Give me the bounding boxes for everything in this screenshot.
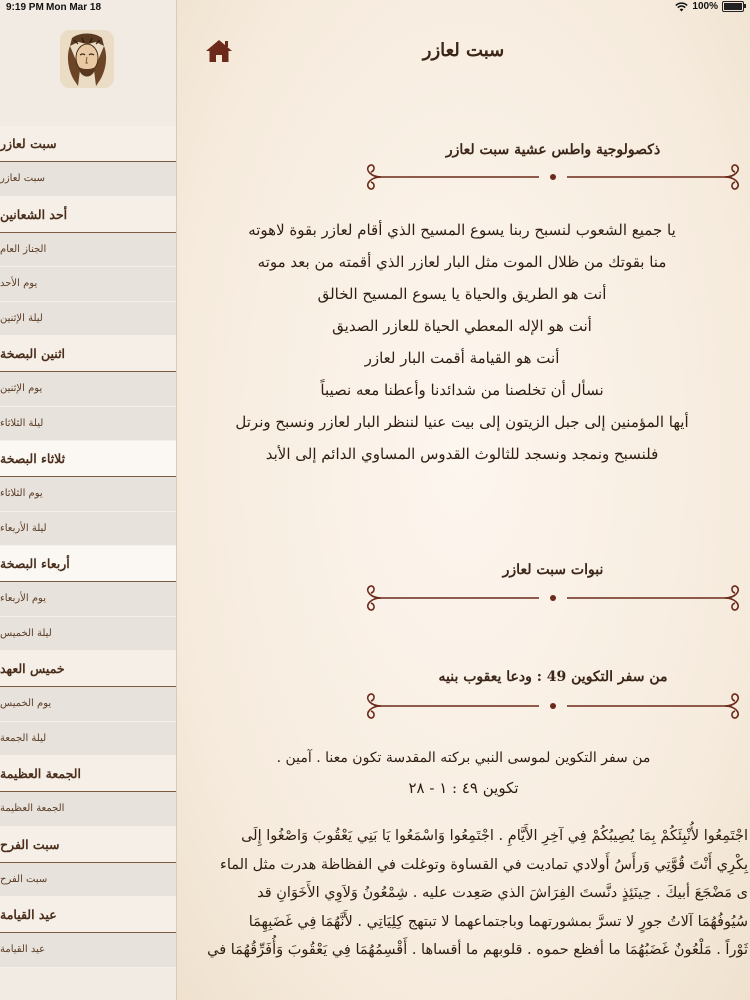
reading-title: من سفر التكوين 49 : ودعا يعقوب بنيه xyxy=(438,669,668,685)
verse-line: ى مَضْجَعَ أبيكَ . حِينَئِذٍ دنَّستَ الفِرَاشَ الذي صَعِدت عليه . شِمْعُونُ وَلاَوِي الأَخَوَانِ قد xyxy=(257,885,748,901)
sidebar-section-palm-sunday[interactable]: أحد الشعانين xyxy=(0,197,176,233)
status-date: Mon Mar 18 xyxy=(46,2,102,13)
verse-line: بِكْرِي أَنْتَ قُوَّتِي وَرأَسُ أَولادي تماديت في القساوة وتوغلت في الفظاظة هدرت مثل الماء xyxy=(220,856,748,873)
sidebar-item-tuesday-day[interactable]: يوم الثلاثاء xyxy=(0,477,176,512)
doxology-line: يا جميع الشعوب لنسبح ربنا يسوع المسيح الذي أقام لعازر بقوة لاهوته xyxy=(248,221,676,239)
sidebar-item-tuesday-eve[interactable]: ليلة الثلاثاء xyxy=(0,407,176,442)
sidebar-item-sunday-day[interactable]: يوم الأحد xyxy=(0,267,176,302)
status-time: 9:19 PM xyxy=(6,2,44,13)
sidebar-item-monday-eve[interactable]: ليلة الإثنين xyxy=(0,302,176,337)
doxology-title: ذكصولوجية واطس عشية سبت لعازر xyxy=(445,142,661,158)
sidebar-section-pascha-tuesday[interactable]: ثلاثاء البصخة xyxy=(0,441,176,477)
sidebar-section-pascha-monday[interactable]: اثنين البصخة xyxy=(0,336,176,372)
wifi-icon xyxy=(675,2,688,12)
verse-line: سُيُوفُهُمَا آلاتُ جورٍ لا تسرَّ بمشورتهما وباجتماعهما لا تبتهج كِلِيَاتِي . لأَنَّهُمَا فِي غَضَبِهِمَا xyxy=(248,913,748,930)
reading-text xyxy=(177,822,748,965)
sidebar-item-lazarus-saturday[interactable]: سبت لعازر xyxy=(0,162,176,197)
ornament-divider xyxy=(357,691,749,721)
sidebar-item-wednesday-eve[interactable]: ليلة الأربعاء xyxy=(0,512,176,547)
sidebar-section-pascha-wednesday[interactable]: أربعاء البصخة xyxy=(0,546,176,582)
verse-line: ثَوْراً . مَلْعُونٌ غَضَبُهُمَا ما أفظع حموه . قلوبهم ما أقساها . أَقْسِمُهُمَا فِي يَعْقُوبَ وَأُفَرِّقُهُمَا في xyxy=(207,942,748,958)
doxology-line: أنت هو الإله المعطي الحياة للعازر الصديق xyxy=(332,317,592,335)
reading-reference: تكوين ٤٩ : ١ - ٢٨ xyxy=(408,779,519,797)
sidebar-menu xyxy=(0,126,176,968)
battery-icon xyxy=(722,1,744,12)
sidebar-section-joyous-saturday[interactable]: سبت الفرح xyxy=(0,827,176,863)
doxology-line: أنت هو الطريق والحياة يا يسوع المسيح الخالق xyxy=(317,285,607,303)
sidebar-item-good-friday[interactable]: الجمعة العظيمة xyxy=(0,792,176,827)
sidebar-section-covenant-thursday[interactable]: خميس العهد xyxy=(0,651,176,687)
doxology-line: فلنسبح ونمجد ونسجد للثالوث القدوس المساوي الدائم إلى الأبد xyxy=(265,445,659,463)
sidebar-section-resurrection-feast[interactable]: عيد القيامة xyxy=(0,897,176,933)
sidebar-item-thursday-day[interactable]: يوم الخميس xyxy=(0,687,176,722)
app-logo[interactable] xyxy=(60,30,114,88)
page-title: سبت لعازر xyxy=(422,40,505,61)
verse-line: اجْتَمِعُوا لأُنْبِئَكُمْ بِمَا يُصِيبُكُمْ فِي آخِرِ الأَيَّامِ . اجْتَمِعُوا وَاسْمَعُوا يَا بَنِي يَعْقُوبَ وَاصْغُوا إِلَى xyxy=(241,828,748,844)
sidebar-item-resurrection-feast[interactable]: عيد القيامة xyxy=(0,933,176,968)
reading-intro: من سفر التكوين لموسى النبي بركته المقدسة تكون معنا . آمين . xyxy=(276,750,651,766)
sidebar-item-wednesday-day[interactable]: يوم الأربعاء xyxy=(0,582,176,617)
doxology-line: أيها المؤمنين إلى جبل الزيتون إلى بيت عنيا لننظر البار لعازر ونسبح ونرتل xyxy=(235,413,689,431)
ornament-divider xyxy=(357,162,749,192)
sidebar-item-thursday-eve[interactable]: ليلة الخميس xyxy=(0,617,176,652)
main-content xyxy=(177,0,750,1000)
doxology-text xyxy=(182,214,742,470)
prophecies-title: نبوات سبت لعازر xyxy=(502,562,604,578)
sidebar xyxy=(0,0,177,1000)
status-bar xyxy=(0,0,750,18)
sidebar-item-monday-day[interactable]: يوم الإثنين xyxy=(0,372,176,407)
doxology-line: منا بقوتك من ظلال الموت مثل البار لعازر الذي أقمته من بعد موته xyxy=(257,253,667,271)
battery-percent: 100% xyxy=(692,1,718,12)
ornament-divider xyxy=(357,583,749,613)
doxology-line: أنت هو القيامة أقمت البار لعازر xyxy=(364,349,560,367)
sidebar-item-friday-eve[interactable]: ليلة الجمعة xyxy=(0,722,176,757)
sidebar-section-lazarus-saturday[interactable]: سبت لعازر xyxy=(0,126,176,162)
sidebar-item-joyous-saturday[interactable]: سبت الفرح xyxy=(0,863,176,898)
sidebar-section-good-friday[interactable]: الجمعة العظيمة xyxy=(0,756,176,792)
doxology-line: نسأل أن تخلصنا من شدائدنا وأعطنا معه نصيباً xyxy=(320,381,604,399)
sidebar-item-general-funeral[interactable]: الجناز العام xyxy=(0,233,176,268)
status-right xyxy=(675,1,744,12)
christ-icon xyxy=(60,30,114,88)
